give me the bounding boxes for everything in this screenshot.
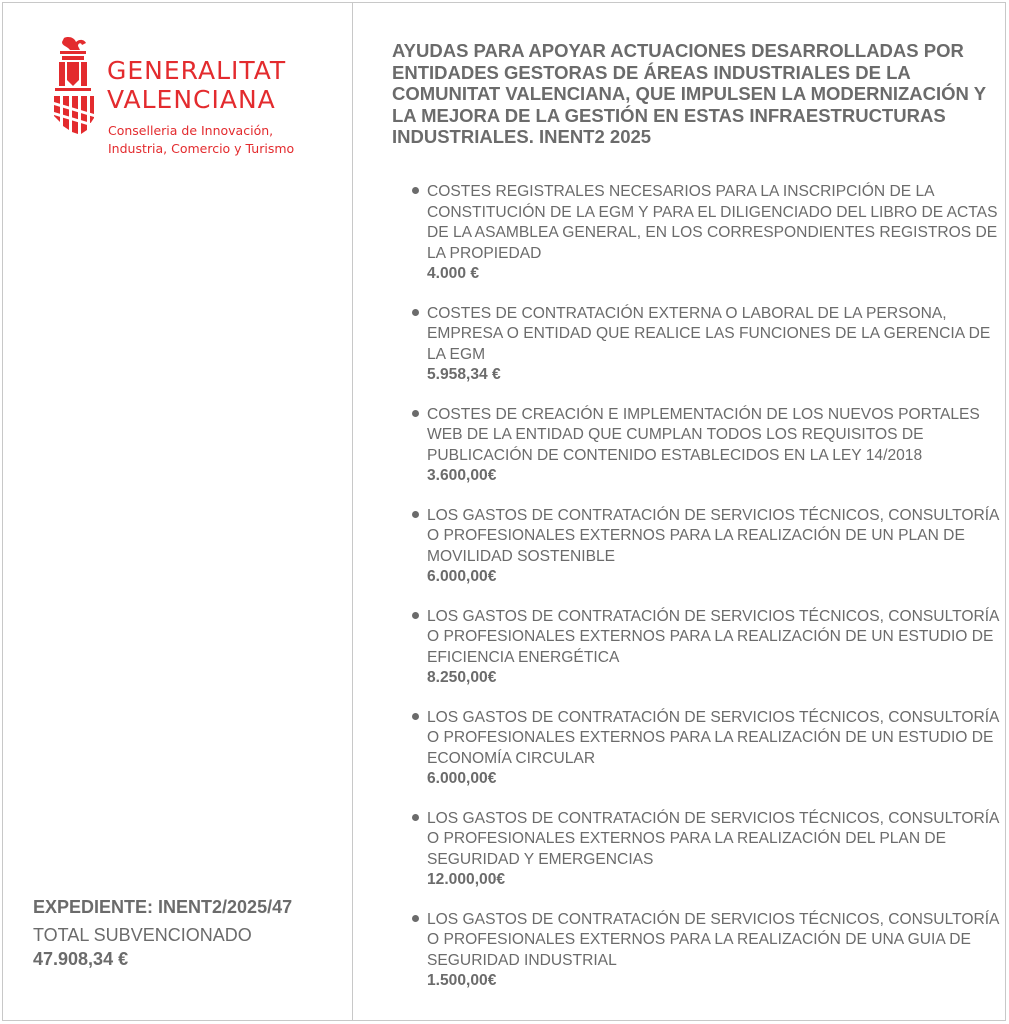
- item-amount: 12.000,00€: [427, 871, 506, 888]
- expediente-summary: [33, 895, 292, 971]
- item-text: LOS GASTOS DE CONTRATACIÓN DE SERVICIOS TÉCNICOS, CONSULTORÍA O PROFESIONALES EXTERNOS PARA LA REALIZACIÓN DEL PLAN DE SEGURIDAD Y EMERGENCIAS: [427, 809, 999, 868]
- logo-line2: VALENCIANA: [107, 85, 276, 114]
- bullet-icon: [412, 915, 419, 922]
- item-text: COSTES REGISTRALES NECESARIOS PARA LA INSCRIPCIÓN DE LA CONSTITUCIÓN DE LA EGM Y PARA EL DILIGENCIADO DEL LIBRO DE ACTAS DE LA ASAMBLEA GENERAL, EN LOS CORRESPONDIENTES REGISTROS DE LA PROPIEDAD: [427, 183, 998, 262]
- item-amount: 8.250,00€: [427, 669, 497, 686]
- list-item: [412, 607, 1002, 689]
- bullet-icon: [412, 187, 419, 194]
- item-text: COSTES DE CONTRATACIÓN EXTERNA O LABORAL DE LA PERSONA, EMPRESA O ENTIDAD QUE REALICE LAS FUNCIONES DE LA GERENCIA DE LA EGM: [427, 304, 991, 363]
- item-amount: 6.000,00€: [427, 770, 497, 787]
- item-text: LOS GASTOS DE CONTRATACIÓN DE SERVICIOS TÉCNICOS, CONSULTORÍA O PROFESIONALES EXTERNOS PARA LA REALIZACIÓN DE UN ESTUDIO DE EFICIENCIA ENERGÉTICA: [427, 607, 999, 666]
- logo-line1: GENERALITAT: [107, 56, 287, 85]
- list-item: [412, 506, 1002, 588]
- item-amount: 3.600,00€: [427, 467, 497, 484]
- list-item: [412, 182, 1002, 285]
- bullet-icon: [412, 713, 419, 720]
- bullet-icon: [412, 511, 419, 518]
- column-divider: [352, 2, 353, 1021]
- total-value: 47.908,34 €: [33, 949, 129, 969]
- item-amount: 5.958,34 €: [427, 366, 501, 383]
- item-text: COSTES DE CREACIÓN E IMPLEMENTACIÓN DE LOS NUEVOS PORTALES WEB DE LA ENTIDAD QUE CUMPLAN TODOS LOS REQUISITOS DE PUBLICACIÓN DE CONTENIDO ESTABLECIDOS EN LA LEY 14/2018: [427, 405, 980, 464]
- item-text: LOS GASTOS DE CONTRATACIÓN DE SERVICIOS TÉCNICOS, CONSULTORÍA O PROFESIONALES EXTERNOS PARA LA REALIZACIÓN DE UN ESTUDIO DE ECONOMÍA CIRCULAR: [427, 708, 999, 767]
- item-amount: 6.000,00€: [427, 568, 497, 585]
- list-item: [412, 405, 1002, 487]
- expediente-label: EXPEDIENTE: INENT2/2025/47: [33, 897, 293, 917]
- logo-title: [107, 56, 286, 114]
- item-text: LOS GASTOS DE CONTRATACIÓN DE SERVICIOS TÉCNICOS, CONSULTORÍA O PROFESIONALES EXTERNOS PARA LA REALIZACIÓN DE UN PLAN DE MOVILIDAD SOSTENIBLE: [427, 506, 999, 565]
- bullet-icon: [412, 612, 419, 619]
- list-item: [412, 910, 1002, 992]
- logo-sub2: Industria, Comercio y Turismo: [108, 141, 295, 156]
- list-item: [412, 304, 1002, 386]
- coat-of-arms-icon: [50, 36, 96, 138]
- logo-subtitle: [108, 122, 294, 158]
- bullet-icon: [412, 410, 419, 417]
- item-amount: 1.500,00€: [427, 972, 497, 989]
- item-amount: 4.000 €: [427, 265, 480, 282]
- list-item: [412, 809, 1002, 891]
- list-item: [412, 708, 1002, 790]
- generalitat-logo: [50, 36, 320, 166]
- page-title: AYUDAS PARA APOYAR ACTUACIONES DESARROLLADAS POR ENTIDADES GESTORAS DE ÁREAS INDUSTRIALES DE LA COMUNITAT VALENCIANA, QUE IMPULSEN LA MODERNIZACIÓN Y LA MEJORA DE LA GESTIÓN EN ESTAS INFRAESTRUCTURAS INDUSTRIALES. INENT2 2025: [392, 40, 986, 147]
- cost-list: [412, 182, 1002, 1011]
- total-label: TOTAL SUBVENCIONADO: [33, 925, 252, 945]
- bullet-icon: [412, 814, 419, 821]
- item-text: LOS GASTOS DE CONTRATACIÓN DE SERVICIOS TÉCNICOS, CONSULTORÍA O PROFESIONALES EXTERNOS PARA LA REALIZACIÓN DE UNA GUIA DE SEGURIDAD INDUSTRIAL: [427, 910, 999, 969]
- bullet-icon: [412, 309, 419, 316]
- logo-sub1: Conselleria de Innovación,: [108, 123, 274, 138]
